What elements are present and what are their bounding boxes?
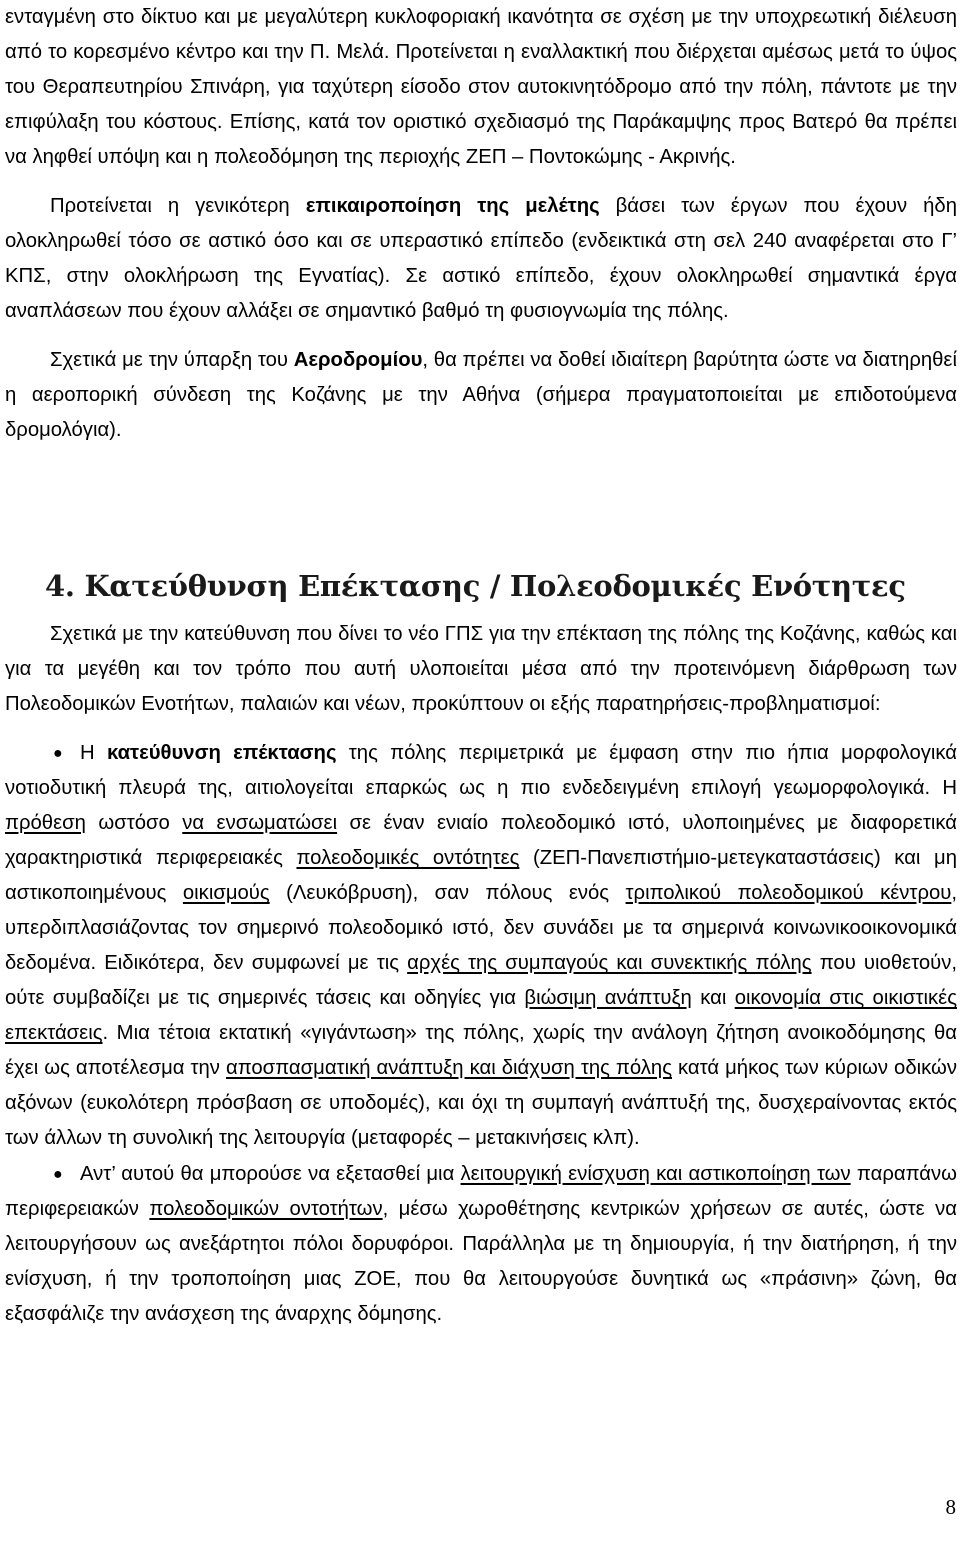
page-number: 8 [945, 1495, 956, 1519]
paragraph-study-update: Προτείνεται η γενικότερη επικαιροποίηση της μελέτης βάσει των έργων που έχουν ήδη ολοκληρωθεί τόσο σε αστικό όσο και σε υπεραστικό επίπεδο (ενδεικτικά στη σελ 240 αναφέρεται στο Γ’ ΚΠΣ, στην ολοκλήρωση της Εγνατίας). Σε αστικό επίπεδο, έχουν ολοκληρωθεί σημαντικά έργα αναπλάσεων που έχουν αλλάξει σε σημαντικό βαθμό τη φυσιογνωμία της πόλης. [5, 195, 957, 322]
bullet-icon: ● [53, 1166, 63, 1183]
paragraph-airport: Σχετικά με την ύπαρξη του Αεροδρομίου, θα πρέπει να δοθεί ιδιαίτερη βαρύτητα ώστε να διατηρηθεί η αεροπορική σύνδεση της Κοζάνης με την Αθήνα (σήμερα πραγματοποιείται με επιδοτούμενα δρομολόγια). [5, 349, 957, 441]
list-item [5, 1157, 957, 1332]
section-intro-paragraph: Σχετικά με την κατεύθυνση που δίνει το νέο ΓΠΣ για την επέκταση της πόλης της Κοζάνης, καθώς και για τα μεγέθη και τον τρόπο που αυτή υλοποιείται μέσα από την προτεινόμενη διάρθρωση των Πολεοδομικών Ενοτήτων, παλαιών και νέων, προκύπτουν οι εξής παρατηρήσεις-προβληματισμοί: [5, 623, 957, 715]
list-item [5, 736, 957, 1156]
section-heading: 4. Κατεύθυνση Επέκτασης / Πολεοδομικές Ενότητες [45, 569, 906, 603]
bullet-list [5, 736, 957, 1332]
paragraph-road-network: ενταγμένη στο δίκτυο και με μεγαλύτερη κυκλοφοριακή ικανότητα σε σχέση με την υποχρεωτική διέλευση από το κορεσμένο κέντρο και την Π. Μελά. Προτείνεται η εναλλακτική που διέρχεται αμέσως μετά το ύψος του Θεραπευτηρίου Σπινάρη, για ταχύτερη είσοδο στον αυτοκινητόδρομο από την πόλη, πάντοτε με την επιφύλαξη του κόστους. Επίσης, κατά τον οριστικό σχεδιασμό της Παράκαμψης προς Βατερό θα πρέπει να ληφθεί υπόψη και η πολεοδόμηση της περιοχής ΖΕΠ – Ποντοκώμης - Ακρινής. [5, 6, 957, 168]
bullet-icon: ● [53, 745, 63, 762]
bullet-paragraph-expansion: Η κατεύθυνση επέκτασης της πόλης περιμετρικά με έμφαση στην πιο ήπια μορφολογικά νοτιοδυτική πλευρά της, αιτιολογείται επαρκώς ως η πιο ενδεδειγμένη επιλογή γεωμορφολογικά. Η πρόθεση ωστόσο να ενσωματώσει σε έναν ενιαίο πολεοδομικό ιστό, υλοποιημένες με διαφορετικά χαρακτηριστικά περιφερειακές πολεοδομικές οντότητες (ΖΕΠ-Πανεπιστήμιο-μετεγκαταστάσεις) και μη αστικοποιημένους οικισμούς (Λευκόβρυση), σαν πόλους ενός τριπολικού πολεοδομικού κέντρου, υπερδιπλασιάζοντας τον σημερινό πολεοδομικό ιστό, δεν συνάδει με τα σημερινά κοινωνικοοικονομικά δεδομένα. Ειδικότερα, δεν συμφωνεί με τις αρχές της συμπαγούς και συνεκτικής πόλης που υιοθετούν, ούτε συμβαδίζει με τις σημερινές τάσεις και οδηγίες για βιώσιμη ανάπτυξη και οικονομία στις οικιστικές επεκτάσεις. Μια τέτοια εκτατική «γιγάντωση» της πόλης, χωρίς την ανάλογη ζήτηση ανοικοδόμησης θα έχει ως αποτέλεσμα την αποσπασματική ανάπτυξη και διάχυση της πόλης κατά μήκος των κύριων οδικών αξόνων (ευκολότερη πρόσβαση σε υποδομές), και όχι τη συμπαγή ανάπτυξή της, δυσχεραίνοντας εκτός των άλλων τη συνολική της λειτουργία (μεταφορές – μετακινήσεις κλπ). [5, 742, 958, 1149]
bold-airport: Αεροδρομίου [293, 349, 423, 371]
bold-study-update: επικαιροποίηση της μελέτης [305, 195, 600, 217]
bullet-paragraph-satellites: Αντ’ αυτού θα μπορούσε να εξετασθεί μια λειτουργική ενίσχυση και αστικοποίηση των παραπάνω περιφερειακών πολεοδομικών οντοτήτων, μέσω χωροθέτησης κεντρικών χρήσεων σε αυτές, ώστε να λειτουργήσουν ως ανεξάρτητοι πόλοι δορυφόροι. Παράλληλα με τη δημιουργία, ή την διατήρηση, ή την ενίσχυση, ή την τροποποίηση μιας ΖΟΕ, που θα λειτουργούσε δυνητικά ως «πράσινη» ζώνη, θα εξασφάλιζε την ανάσχεση της άναρχης δόμησης. [5, 1163, 958, 1325]
document-page [5, 0, 957, 448]
section-body [5, 617, 957, 1332]
